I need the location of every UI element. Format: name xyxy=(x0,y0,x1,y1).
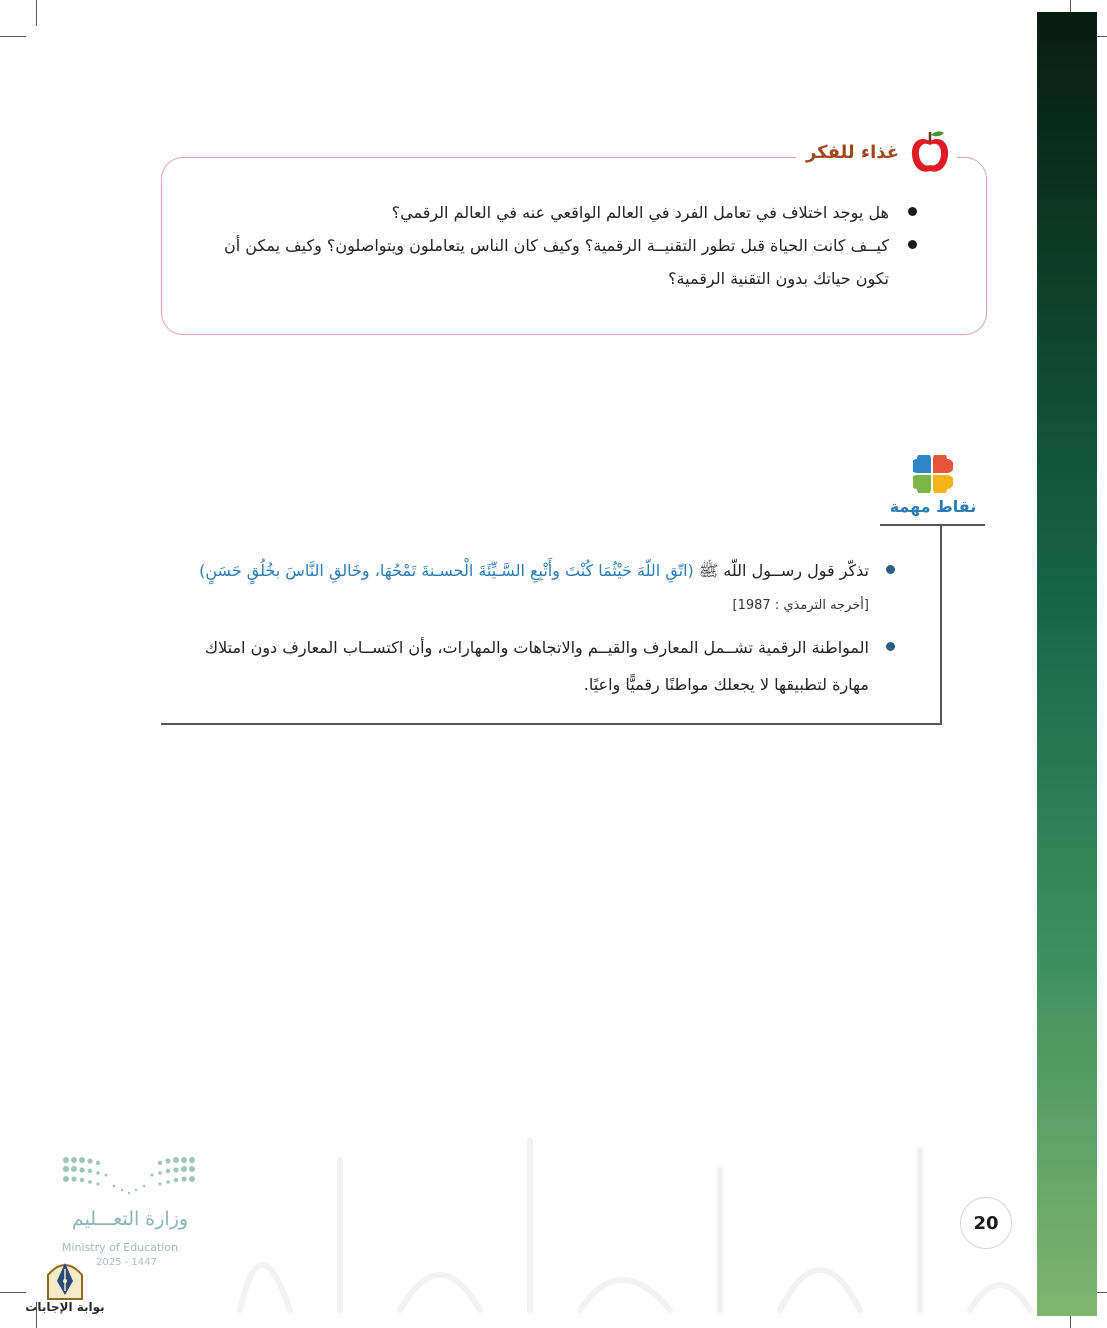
background-calligraphy xyxy=(200,1100,1040,1320)
food-for-thought-header xyxy=(796,126,957,178)
ministry-logo-dots xyxy=(62,1155,196,1197)
ministry-name-english: Ministry of Education xyxy=(62,1241,179,1254)
important-points-title: نقاط مهمة xyxy=(889,497,977,516)
hadith-reference: [أخرجه الترمذي : 1987] xyxy=(732,598,869,613)
hadith-intro: تذكّر قول رســول اللّه ﷺ xyxy=(698,561,869,580)
list-item xyxy=(165,552,895,619)
important-points-header xyxy=(883,455,983,525)
hadith-quote: (اتّقِ اللّهَ حَيْثُمَا كُنْتَ وأَتْبِعِ السَّـيِّئَةَ الْحسـنةَ تَمْحُهَا، وخَالقِ النَّاسَ بخُلُقٍ حَسَنٍ) xyxy=(199,561,694,580)
hadith-line xyxy=(165,552,869,589)
ministry-name-arabic: وزارة التعـــليم xyxy=(71,1208,189,1230)
side-color-band xyxy=(1037,12,1097,1316)
page-number: 20 xyxy=(960,1197,1012,1249)
pen-nib-icon xyxy=(42,1255,88,1301)
food-for-thought-title: غذاء للفكر xyxy=(805,141,899,163)
watermark-label: بوابة الإجابات xyxy=(25,1300,105,1314)
food-for-thought-list xyxy=(187,196,917,295)
crop-mark xyxy=(0,36,26,37)
ministry-year: 2025 - 1447 xyxy=(96,1257,157,1268)
list-item: هل يوجد اختلاف في تعامل الفرد في العالم الواقعي عنه في العالم الرقمي؟ xyxy=(187,196,917,229)
list-item xyxy=(165,629,895,703)
crop-mark xyxy=(36,0,37,26)
digital-citizenship-text: المواطنة الرقمية تشــمل المعارف والقيــم والاتجاهات والمهارات، وأن اكتســاب المعارف دون امتلاك مهارة لتطبيقها لا يجعلك مواطنًا رقميًّا واعيًا. xyxy=(204,638,869,694)
list-item: كيــف كانت الحياة قبل تطور التقنيــة الرقمية؟ وكيف كان الناس يتعاملون ويتواصلون؟ وكيف يمكن أن تكون حياتك بدون التقنية الرقمية؟ xyxy=(187,229,917,295)
petals-icon xyxy=(913,455,953,493)
important-points-list xyxy=(165,552,895,703)
apple-icon xyxy=(909,129,951,175)
crop-mark xyxy=(0,1292,26,1293)
